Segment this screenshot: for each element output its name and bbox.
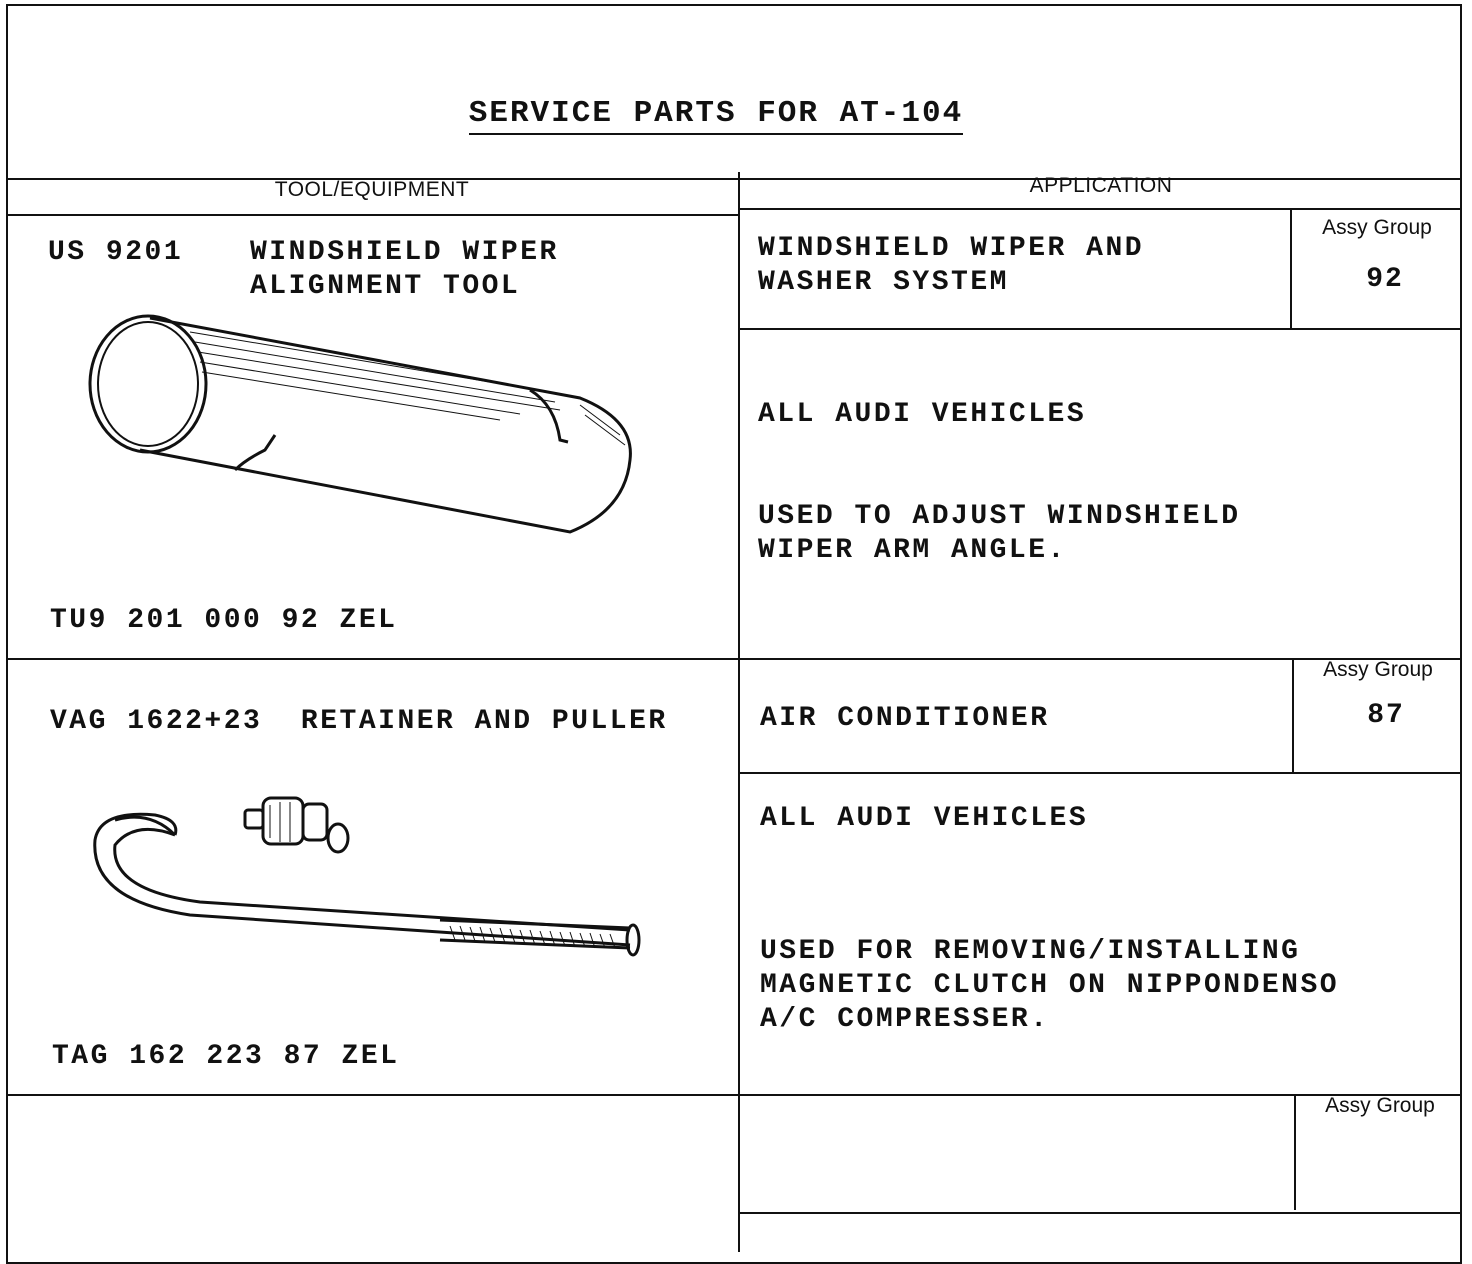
- header-divider-right: [740, 208, 1462, 210]
- assy-label-2: Assy Group: [1323, 658, 1433, 681]
- hook-puller-drawing: [80, 790, 650, 990]
- app-line-2a: AIR CONDITIONER: [760, 703, 1050, 734]
- tool-name-1a: WINDSHIELD WIPER: [250, 237, 559, 268]
- app-divider-1: [740, 328, 1462, 330]
- part-number-1: TU9 201 000 92 ZEL: [50, 605, 398, 636]
- row-divider-2: [6, 1094, 1462, 1096]
- tool-number-1: US 9201: [48, 237, 184, 268]
- tool-line-2: VAG 1622+23 RETAINER AND PULLER: [50, 706, 668, 737]
- column-divider: [738, 172, 740, 1252]
- tool-header: TOOL/EQUIPMENT: [274, 178, 470, 201]
- page-title: SERVICE PARTS FOR AT-104: [0, 96, 1432, 131]
- usage-1a: USED TO ADJUST WINDSHIELD: [758, 501, 1241, 532]
- vehicles-1: ALL AUDI VEHICLES: [758, 399, 1087, 430]
- alignment-tube-drawing: [80, 310, 640, 550]
- usage-2b: MAGNETIC CLUTCH ON NIPPONDENSO: [760, 970, 1340, 1001]
- app-line-1b: WASHER SYSTEM: [758, 267, 1009, 298]
- usage-2c: A/C COMPRESSER.: [760, 1004, 1050, 1035]
- header-divider: [6, 214, 740, 216]
- assy-label-3: Assy Group: [1325, 1094, 1435, 1117]
- assy-group-1: 92: [1366, 264, 1404, 295]
- usage-2a: USED FOR REMOVING/INSTALLING: [760, 936, 1301, 967]
- row-divider-1: [6, 658, 1462, 660]
- assy-group-2: 87: [1367, 700, 1405, 731]
- app-line-1a: WINDSHIELD WIPER AND: [758, 233, 1145, 264]
- assy-label-1: Assy Group: [1322, 216, 1432, 239]
- app-divider-3: [740, 1212, 1462, 1214]
- tool-name-1b: ALIGNMENT TOOL: [250, 271, 521, 302]
- app-divider-2: [740, 772, 1462, 774]
- usage-1b: WIPER ARM ANGLE.: [758, 535, 1067, 566]
- application-header: APPLICATION: [1029, 174, 1173, 197]
- part-number-2: TAG 162 223 87 ZEL: [52, 1041, 400, 1072]
- vehicles-2: ALL AUDI VEHICLES: [760, 803, 1089, 834]
